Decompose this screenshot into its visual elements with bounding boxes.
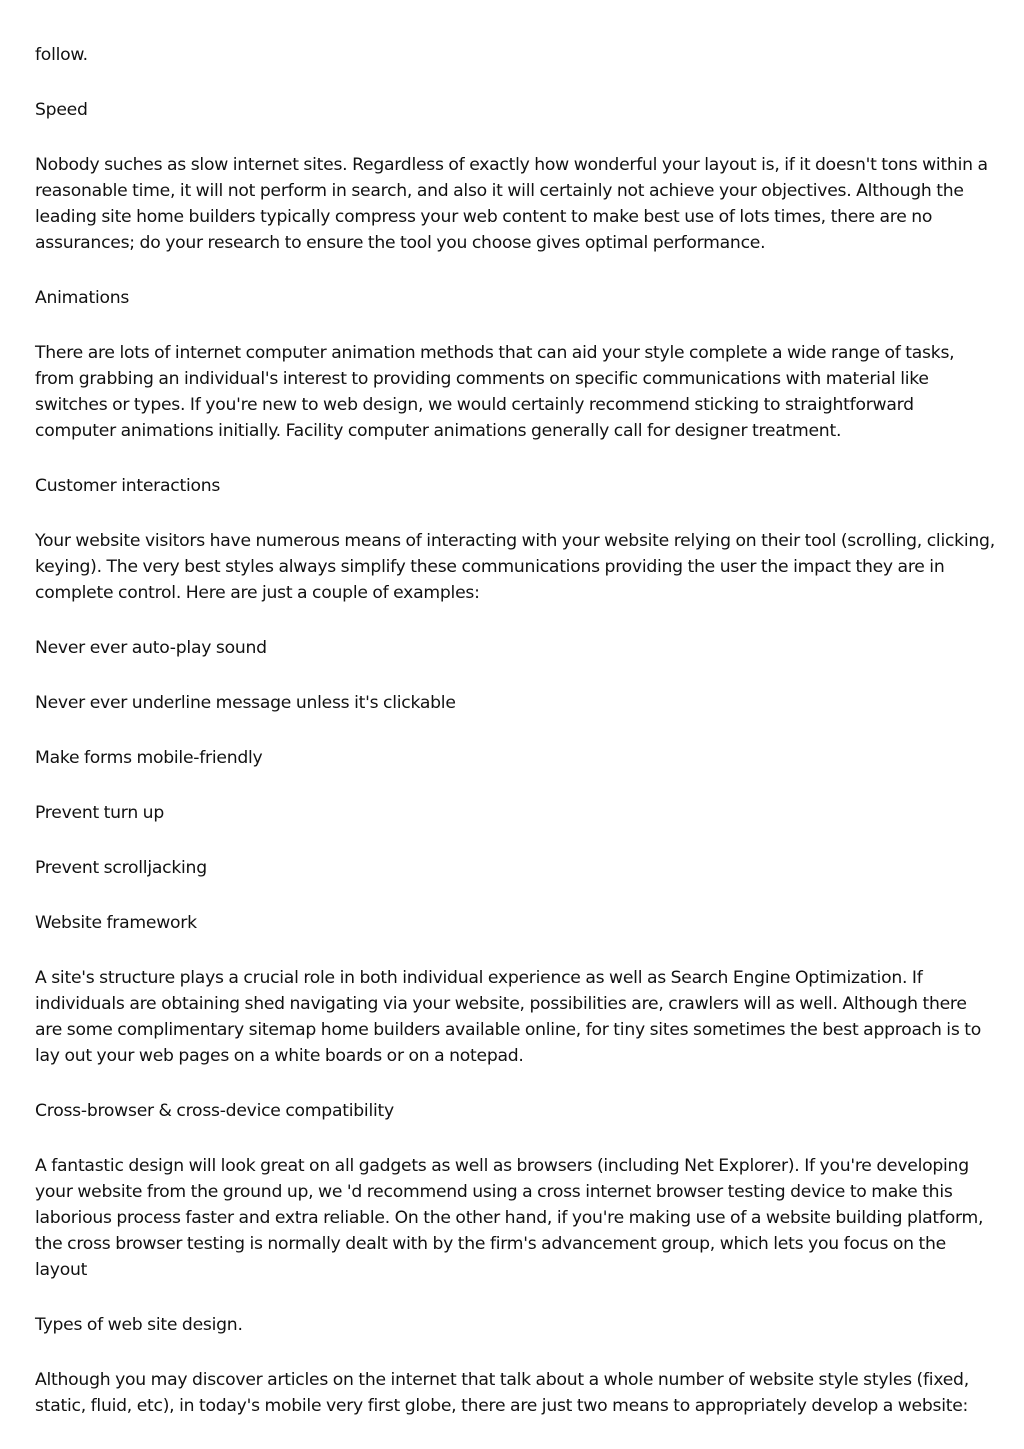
paragraph-continuation: follow. bbox=[35, 45, 88, 65]
paragraph-speed: Nobody suches as slow internet sites. Regardless of exactly how wonderful your layout is, if it doesn't tons within a reasonable time, it will not perform in search, and also it will certainly not achieve your objectives. Although the leading site home builders typically compress your web content to make best use of lots times, there are no assurances; do your research to ensure the tool you choose gives optimal performance. bbox=[35, 155, 988, 253]
paragraph-compatibility: A fantastic design will look great on all gadgets as well as browsers (including Net Explorer). If you're developing your website from the ground up, we 'd recommend using a cross internet browser testing device to make this laborious process faster and extra reliable. On the other hand, if you're making use of a website building platform, the cross browser testing is normally dealt with by the firm's advancement group, which lets you focus on the layout bbox=[35, 1156, 984, 1280]
heading-animations: Animations bbox=[35, 288, 130, 308]
paragraph-customer-interactions: Your website visitors have numerous means of interacting with your website relying on their tool (scrolling, clicking, keying). The very best styles always simplify these communications providing the user the impact they are in complete control. Here are just a couple of examples: bbox=[35, 531, 995, 603]
heading-compatibility: Cross-browser & cross-device compatibility bbox=[35, 1101, 394, 1121]
paragraph-website-framework: A site's structure plays a crucial role in both individual experience as well as Search Engine Optimization. If individuals are obtaining shed navigating via your website, possibilities are, crawlers will as well. Although there are some complimentary sitemap home builders available online, for tiny sites sometimes the best approach is to lay out your web pages on a white boards or on a notepad. bbox=[35, 968, 982, 1066]
heading-types-of-design: Types of web site design. bbox=[35, 1315, 243, 1335]
list-item-turn-up: Prevent turn up bbox=[35, 803, 164, 823]
heading-website-framework: Website framework bbox=[35, 913, 197, 933]
list-item-scrolljacking: Prevent scrolljacking bbox=[35, 858, 207, 878]
heading-customer-interactions: Customer interactions bbox=[35, 476, 221, 496]
paragraph-animations: There are lots of internet computer animation methods that can aid your style complete a wide range of tasks, from grabbing an individual's interest to providing comments on specific communications with material like switches or types. If you're new to web design, we would certainly recommend sticking to straightforward computer animations initially. Facility computer animations generally call for designer treatment. bbox=[35, 343, 955, 441]
heading-speed: Speed bbox=[35, 100, 88, 120]
list-item-underline: Never ever underline message unless it's clickable bbox=[35, 693, 456, 713]
list-item-autoplay: Never ever auto-play sound bbox=[35, 638, 267, 658]
paragraph-types-of-design: Although you may discover articles on the internet that talk about a whole number of website style styles (fixed, static, fluid, etc), in today's mobile very first globe, there are just two means to appropriately develop a website: bbox=[35, 1370, 969, 1416]
document-body bbox=[35, 42, 995, 1448]
list-item-forms: Make forms mobile-friendly bbox=[35, 748, 263, 768]
